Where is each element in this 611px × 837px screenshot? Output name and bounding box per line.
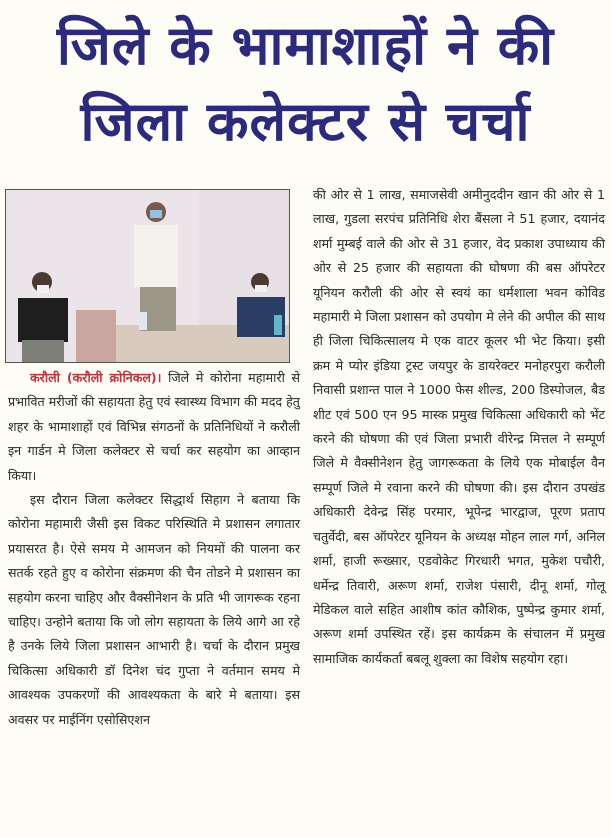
headline-line-2: जिला कलेक्टर से चर्चा bbox=[80, 90, 531, 153]
article-paragraph-2: इस दौरान जिला कलेक्टर सिद्धार्थ सिहाग ने बताया कि कोरोना महामारी जैसी इस विकट परिस्थिति मे प्रशासन लगातार प्रयासरत है। ऐसे समय मे आमजन को नियमों की पालना कर सतर्क रहते हुए व कोरोना संक्रमण की चैन तोडने मे प्रशासन का सहयोग करना चाहिए और वैक्सीनेशन के प्रति भी जागरूक रहना चाहिए। उन्होने बताया कि जो लोग सहायता के लिये आगे आ रहे है उनके लिये जिला प्रशासन आभारी है। चर्चा के दौरान प्रमुख चिकित्सा अधिकारी डॉ दिनेश चंद गुप्ता ने वर्तमान समय मे आवश्यक उपकरणों की आवश्यकता के बारे मे बताया। इस अवसर पर माईनिंग एसोसिएशन bbox=[8, 492, 300, 727]
news-photo bbox=[5, 189, 290, 363]
photo-icon bbox=[6, 190, 289, 362]
dateline: करौली (करौली क्रोनिकल)। bbox=[30, 370, 162, 385]
headline-line-1: जिले के भामाशाहों ने की bbox=[56, 14, 555, 77]
article-paragraph-1 bbox=[8, 366, 300, 488]
article-column-left bbox=[8, 366, 300, 732]
article-paragraph-1-text: जिले मे कोरोना महामारी से प्रभावित मरीजों की सहायता हेतु एवं स्वास्थ्य विभाग की मदद हेतु शहर के भामाशाहों एवं विभिन्न संगठनों के प्रतिनिधियों ने करौली इन गार्डन मे जिला कलेक्टर से चर्चा कर सहयोग का आव्हान किया। bbox=[8, 370, 300, 483]
headline bbox=[0, 0, 611, 180]
article-column-right bbox=[313, 183, 605, 671]
article-paragraph-3: की ओर से 1 लाख, समाजसेवी अमीनुददीन खान की ओर से 1 लाख, गुडला सरपंच प्रतिनिधि शेरा बैंसला ने 51 हजार, दयानंद शर्मा मुम्बई वाले की ओर से 31 हजार, वेद प्रकाश उपाध्याय की ओर से 25 हजार की सहायता की घोषणा की बस ऑपरेटर यूनियन करौली की ओर से स्वयं का धर्मशाला भवन कोविड महामारी मे जिला प्रशासन को उपयोग मे लेने की अपील की साथ ही जिला चिकित्सालय मे एक वाटर कूलर भी भेट किया। इसी क्रम मे प्योर इंडिया ट्रस्ट जयपुर के डायरेक्टर मनोहरपुरा करौली निवासी प्रशान्त पाल ने 1000 फेस शील्ड, 200 डिस्पोजल, बैड शीट एवं 500 एन 95 मास्क प्रमुख चिकित्सा अधिकारी को भेंट करने की घोषणा की एवं जिला प्रभारी वीरेन्द्र मित्तल ने सम्पूर्ण जिले मे वैक्सीनेशन हेतु जागरूकता के लिये एक मोबाईल वैन सम्पूर्ण जिले मे रवाना करने की घोषणा की। इस दौरान उपखंड अधिकारी देवेन्द्र सिंह परमार, भूपेन्द्र भारद्वाज, पूरण प्रताप चतुर्वेदी, बस ऑपरेटर यूनियन के अध्यक्ष मोहन लाल गर्ग, अनिल शर्मा, हाजी रूख्सार, एडवोकेट गिरधारी भगत, मुकेश पचौरी, धर्मेन्द्र तिवारी, अरूण शर्मा, राजेश पंसारी, दीनू शर्मा, गोलू मेडिकल वाले सहित आशीष कांत कौशिक, पुष्पेन्द्र कुमार शर्मा, अरूण शर्मा उपस्थित रहें। इस कार्यक्रम के संचालन में प्रमुख सामाजिक कार्यकर्ता बबलू शुक्ला का विशेष सहयोग रहा। bbox=[313, 187, 605, 666]
